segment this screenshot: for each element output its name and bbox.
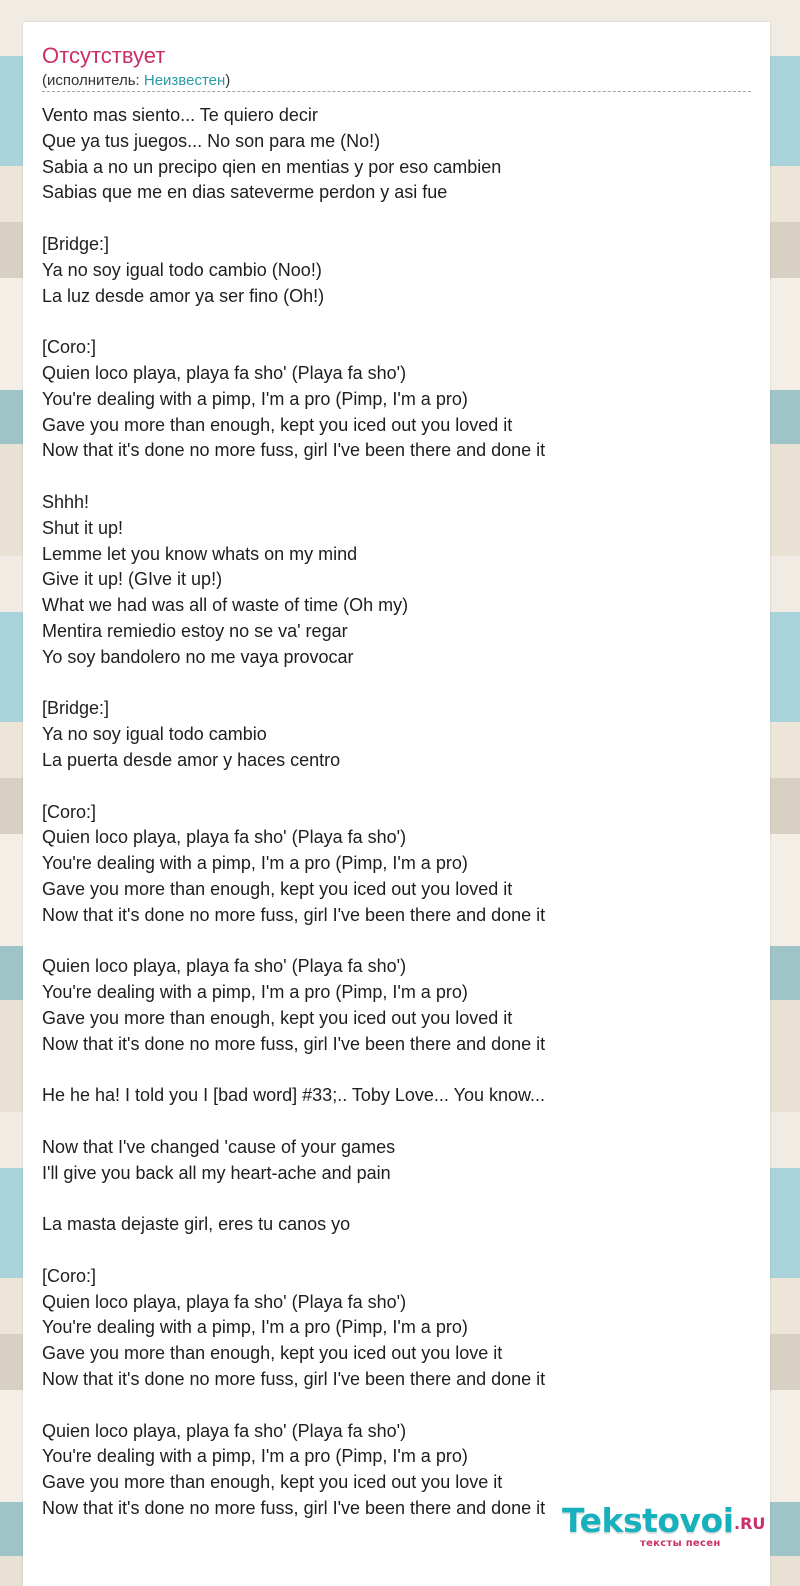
logo-wordmark: Tekstovoi — [562, 1501, 734, 1540]
tekstovoi-logo — [562, 1500, 772, 1550]
lyrics-panel — [23, 22, 770, 1586]
logo-domain: .RU — [734, 1514, 766, 1533]
artist-suffix: ) — [225, 72, 231, 89]
artist-link[interactable]: Неизвестен — [143, 72, 226, 89]
logo-subtitle: тексты песен — [640, 1538, 721, 1549]
song-title: Отсутствует — [42, 43, 166, 68]
artist-prefix: (исполнитель: — [42, 72, 144, 89]
artist-line — [42, 72, 230, 90]
dashed-divider — [42, 91, 751, 92]
lyrics-text: Vento mas siento... Te quiero decir Que ya tus juegos... No son para me (No!) Sabia a no un precipo qien en mentias y por eso cambien Sabias que me en dias sateverme perdon y asi fue [Bridge:] Ya no soy igual todo cambio (Noo!) La luz desde amor ya ser fino (Oh!) [Coro:] Quien loco playa, playa fa sho' (Playa fa sho') You're dealing with a pimp, I'm a pro (Pimp, I'm a pro) Gave you more than enough, kept you iced out you loved it Now that it's done no more fuss, girl I've been there and done it Shhh! Shut it up! Lemme let you know whats on my mind Give it up! (GIve it up!) What we had was all of waste of time (Oh my) Mentira remiedio estoy no se va' regar Yo soy bandolero no me vaya provocar [Bridge:] Ya no soy igual todo cambio La puerta desde amor y haces centro [Coro:] Quien loco playa, playa fa sho' (Playa fa sho') You're dealing with a pimp, I'm a pro (Pimp, I'm a pro) Gave you more than enough, kept you iced out you loved it Now that it's done no more fuss, girl I've been there and done it Quien loco playa, playa fa sho' (Playa fa sho') You're dealing with a pimp, I'm a pro (Pimp, I'm a pro) Gave you more than enough, kept you iced out you loved it Now that it's done no more fuss, girl I've been there and done it He he ha! I told you I [bad word] #33;.. Toby Love... You know... Now that I've changed 'cause of your games I'll give you back all my heart-ache and pain La masta dejaste girl, eres tu canos yo [Coro:] Quien loco playa, playa fa sho' (Playa fa sho') You're dealing with a pimp, I'm a pro (Pimp, I'm a pro) Gave you more than enough, kept you iced out you love it Now that it's done no more fuss, girl I've been there and done it Quien loco playa, playa fa sho' (Playa fa sho') You're dealing with a pimp, I'm a pro (Pimp, I'm a pro) Gave you more than enough, kept you iced out you love it Now that it's done no more fuss, girl I've been there and done it — [42, 105, 546, 1519]
